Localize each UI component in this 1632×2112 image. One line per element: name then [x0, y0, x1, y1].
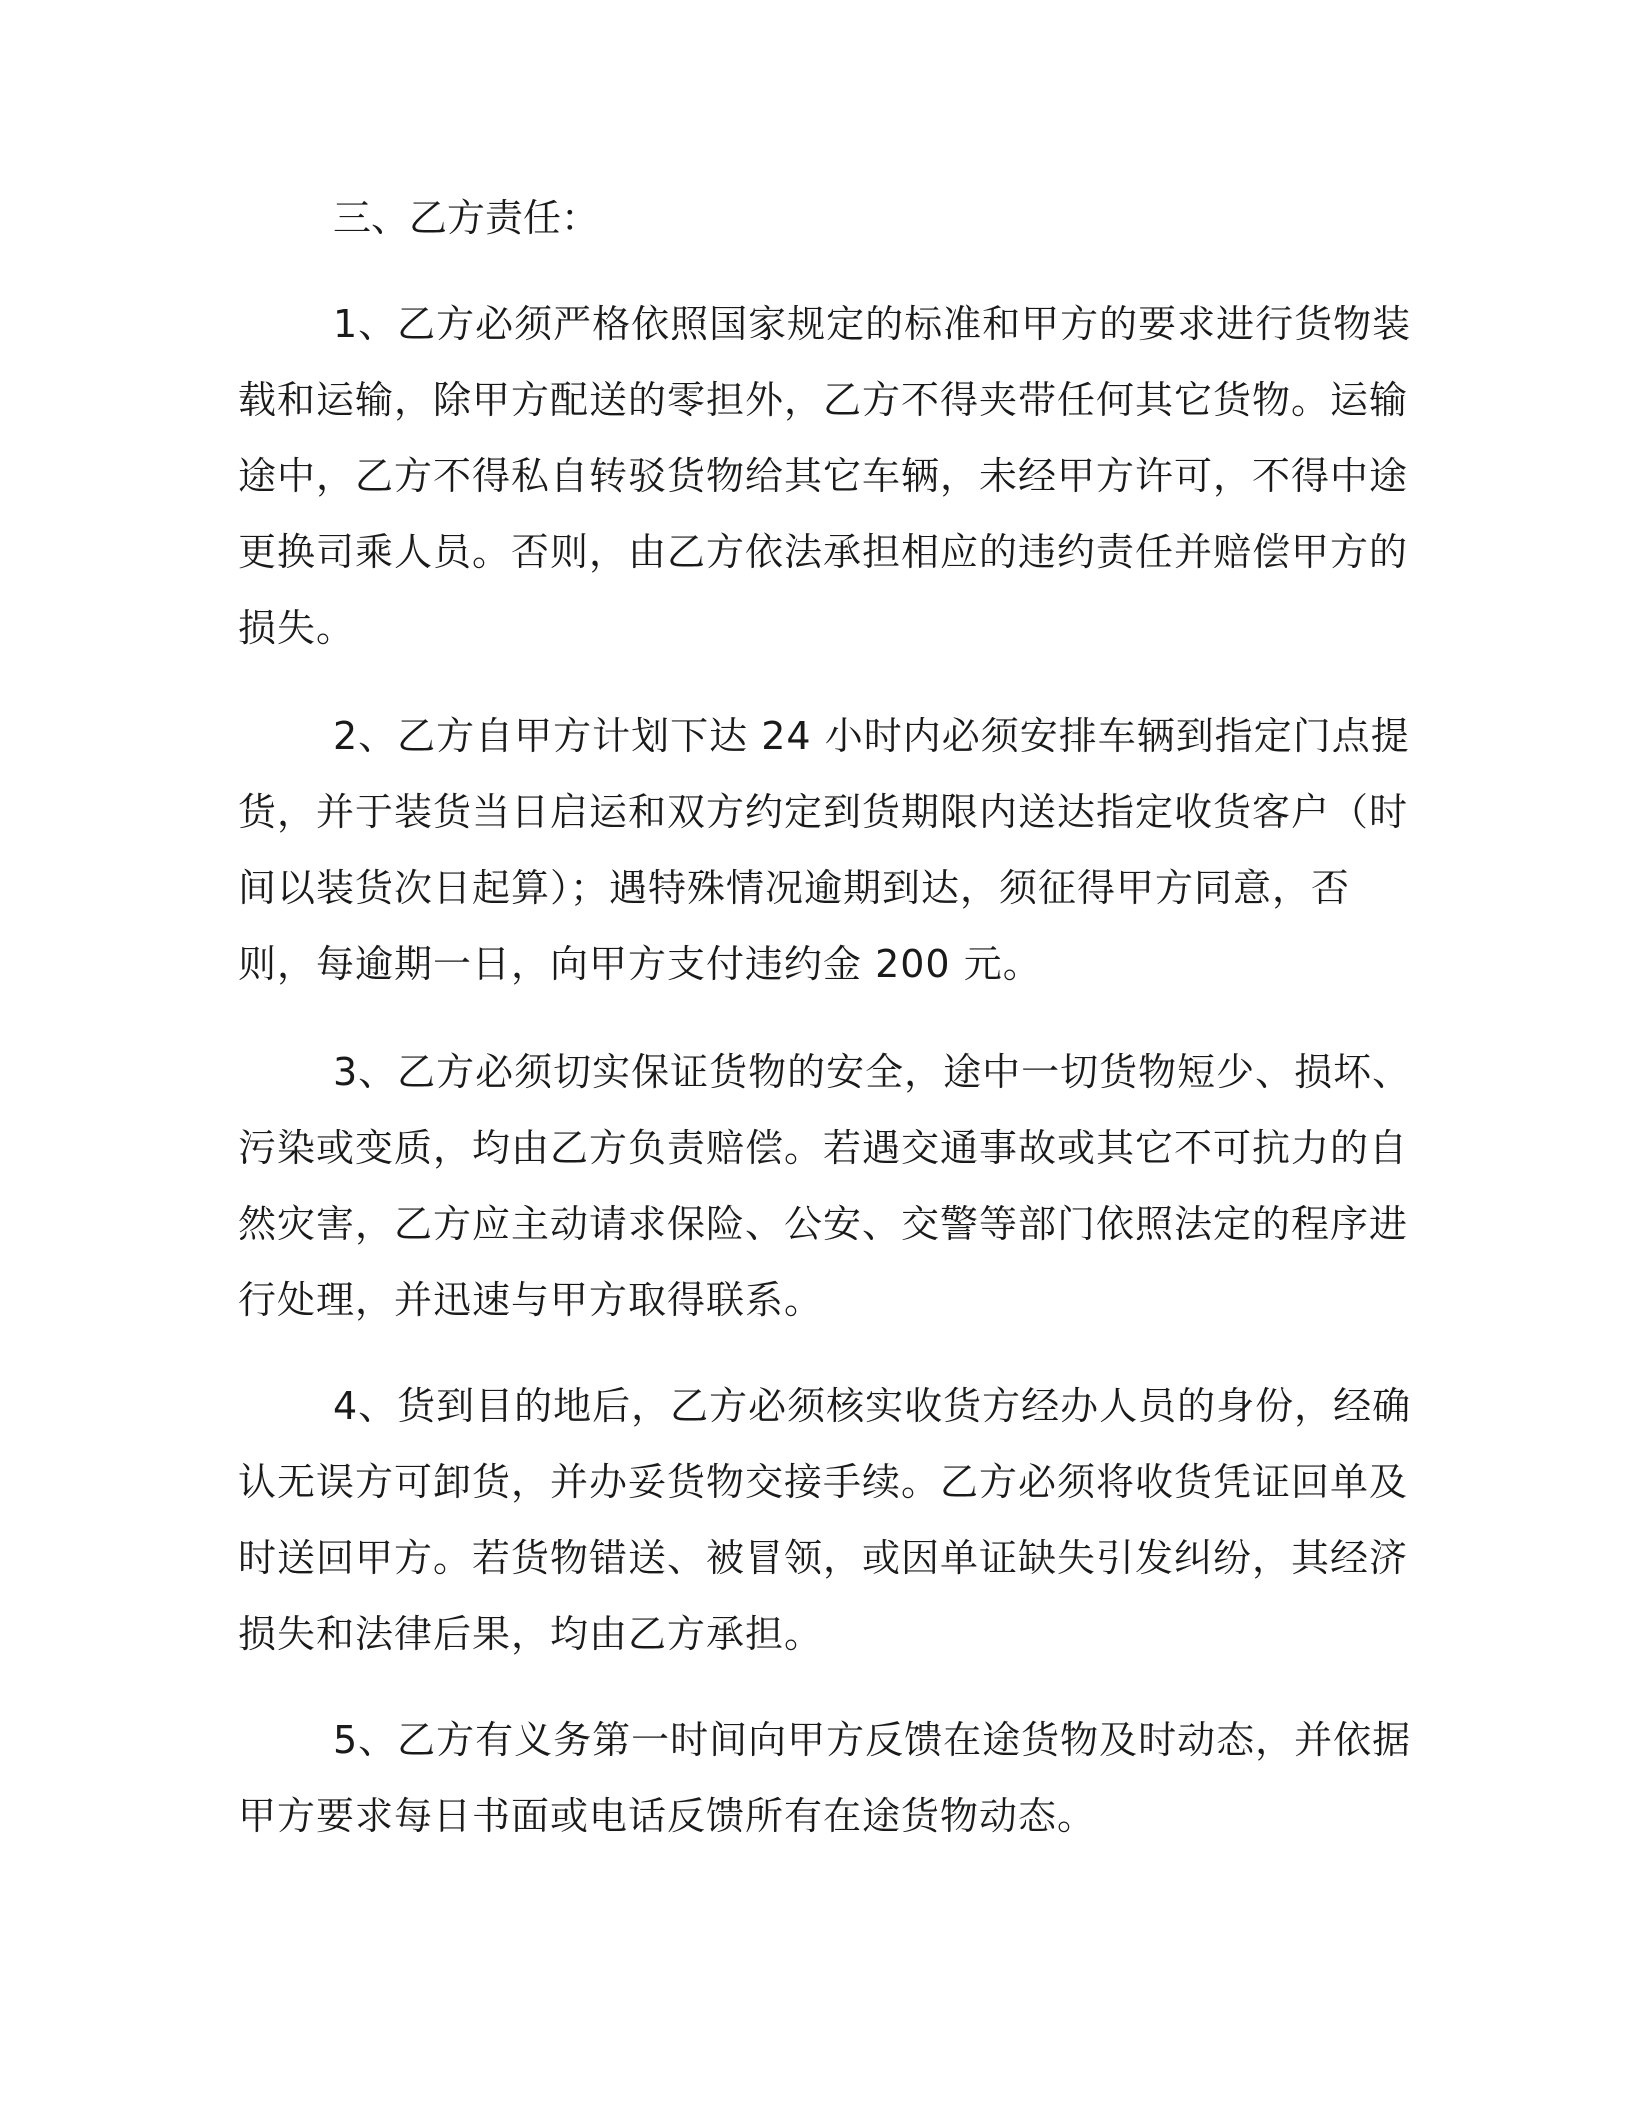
clause-4: 4、货到目的地后，乙方必须核实收货方经办人员的身份，经确认无误方可卸货，并办妥货物交接手续。乙方必须将收货凭证回单及时送回甲方。若货物错送、被冒领，或因单证缺失引发纠纷，其经济损失和法律后果，均由乙方承担。: [238, 1384, 1412, 1656]
clause-2: 2、乙方自甲方计划下达 24 小时内必须安排车辆到指定门点提货，并于装货当日启运和双方约定到货期限内送达指定收货客户（时间以装货次日起算）；遇特殊情况逾期到达，须征得甲方同意，否则，每逾期一日，向甲方支付违约金 200 元。: [238, 714, 1410, 986]
clause-1: 1、乙方必须严格依照国家规定的标准和甲方的要求进行货物装载和运输，除甲方配送的零担外，乙方不得夹带任何其它货物。运输途中，乙方不得私自转驳货物给其它车辆，未经甲方许可，不得中途更换司乘人员。否则，由乙方依法承担相应的违约责任并赔偿甲方的损失。: [238, 302, 1412, 650]
clause-3: 3、乙方必须切实保证货物的安全，途中一切货物短少、损坏、污染或变质，均由乙方负责赔偿。若遇交通事故或其它不可抗力的自然灾害，乙方应主动请求保险、公安、交警等部门依照法定的程序进行处理，并迅速与甲方取得联系。: [238, 1050, 1412, 1322]
clause-5: 5、乙方有义务第一时间向甲方反馈在途货物及时动态，并依据甲方要求每日书面或电话反馈所有在途货物动态。: [238, 1718, 1412, 1838]
section-heading: 三、乙方责任：: [333, 196, 600, 240]
